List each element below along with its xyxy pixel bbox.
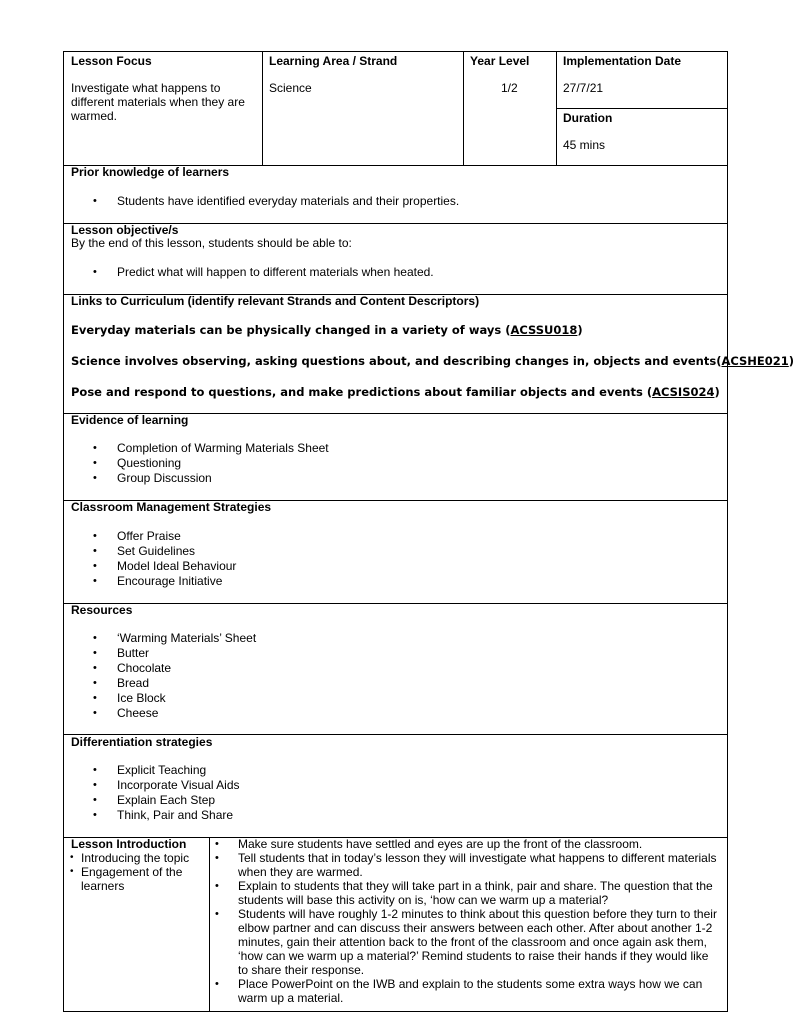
duration-label: Duration: [563, 111, 613, 125]
list-item: • Encourage Initiative: [71, 574, 236, 589]
list-item: • Questioning: [71, 456, 329, 471]
list-item: • Explain to students that they will take part in a think, pair and share. The question that the students will base this activity on is, ‘how can we warm up a material?: [209, 879, 719, 907]
duration-cell: [556, 108, 728, 166]
evidence-title: Evidence of learning: [71, 413, 189, 427]
curriculum-link-3: [71, 385, 720, 399]
list-item: • Group Discussion: [71, 471, 329, 486]
list-item: • Think, Pair and Share: [71, 808, 240, 823]
list-item: • Cheese: [71, 706, 256, 721]
list-item: • ‘Warming Materials’ Sheet: [71, 631, 256, 646]
objectives-list: [71, 265, 434, 280]
list-item: • Chocolate: [71, 661, 256, 676]
list-item: • Place PowerPoint on the IWB and explain to the students some extra ways how we can warm up a material.: [209, 977, 719, 1005]
list-item: • Incorporate Visual Aids: [71, 778, 240, 793]
list-item: • Set Guidelines: [71, 544, 236, 559]
introduction-steps-list: [209, 837, 719, 1005]
differentiation-section: [63, 734, 728, 838]
list-item: • Explain Each Step: [71, 793, 240, 808]
curriculum-link-text: Science involves observing, asking questions about, and describing changes in, objects and events(: [71, 354, 722, 368]
objectives-section: [63, 223, 728, 295]
list-item: • Bread: [71, 676, 256, 691]
introduction-title: Lesson Introduction: [71, 837, 187, 851]
implementation-date-value: 27/7/21: [563, 81, 604, 95]
differentiation-title: Differentiation strategies: [71, 735, 213, 749]
management-section: [63, 500, 728, 604]
lesson-focus-label: Lesson Focus: [71, 54, 152, 68]
curriculum-link-text: Pose and respond to questions, and make predictions about familiar objects and events (: [71, 385, 653, 399]
resources-section: [63, 603, 728, 735]
list-item: • Make sure students have settled and eyes are up the front of the classroom.: [209, 837, 719, 851]
evidence-list: [71, 441, 329, 486]
year-level-value: 1/2: [501, 81, 518, 95]
management-title: Classroom Management Strategies: [71, 500, 272, 514]
management-list: [71, 529, 236, 589]
list-item: • Completion of Warming Materials Sheet: [71, 441, 329, 456]
implementation-date-label: Implementation Date: [563, 54, 682, 68]
curriculum-title: Links to Curriculum (identify relevant Strands and Content Descriptors): [71, 294, 480, 308]
curriculum-link-text: Everyday materials can be physically changed in a variety of ways (: [71, 323, 511, 337]
curriculum-link-1: [71, 323, 583, 337]
learning-area-cell: [262, 51, 464, 166]
curriculum-code-link[interactable]: ACSSU018: [510, 323, 578, 337]
curriculum-code-link[interactable]: ACSHE021: [721, 354, 789, 368]
list-item: • Offer Praise: [71, 529, 236, 544]
list-item: • Model Ideal Behaviour: [71, 559, 236, 574]
resources-title: Resources: [71, 603, 133, 617]
objectives-title: Lesson objective/s: [71, 223, 179, 237]
list-item: • Predict what will happen to different materials when heated.: [71, 265, 434, 280]
list-item: • Introducing the topic: [69, 851, 204, 865]
introduction-sub-list: [69, 851, 204, 893]
introduction-steps-cell: [209, 837, 728, 1012]
curriculum-code-link[interactable]: ACSIS024: [652, 385, 715, 399]
curriculum-link-close: ): [788, 354, 794, 368]
list-item: • Butter: [71, 646, 256, 661]
lesson-focus-cell: [63, 51, 263, 166]
curriculum-section: [63, 294, 794, 414]
learning-area-label: Learning Area / Strand: [269, 54, 398, 68]
list-item: • Ice Block: [71, 691, 256, 706]
duration-value: 45 mins: [563, 138, 606, 152]
lesson-focus-value: Investigate what happens to different materials when they are warmed.: [71, 81, 245, 123]
year-level-label: Year Level: [470, 54, 530, 68]
list-item: • Explicit Teaching: [71, 763, 240, 778]
prior-knowledge-title: Prior knowledge of learners: [71, 165, 230, 179]
prior-knowledge-list: [71, 194, 459, 209]
curriculum-link-close: ): [714, 385, 720, 399]
prior-knowledge-section: [63, 165, 728, 224]
curriculum-link-close: ): [577, 323, 583, 337]
list-item: • Students have identified everyday materials and their properties.: [71, 194, 459, 209]
learning-area-value: Science: [269, 81, 312, 95]
implementation-date-cell: [556, 51, 728, 109]
evidence-section: [63, 413, 728, 501]
list-item: • Engagement of the learners: [69, 865, 204, 893]
list-item: • Tell students that in today’s lesson they will investigate what happens to different materials when they are warmed.: [209, 851, 719, 879]
differentiation-list: [71, 763, 240, 823]
objectives-intro: By the end of this lesson, students should be able to:: [71, 236, 352, 250]
introduction-label-cell: [63, 837, 210, 1012]
resources-list: [71, 631, 256, 721]
year-level-cell: [463, 51, 557, 166]
curriculum-link-2: [71, 354, 794, 368]
list-item: • Students will have roughly 1-2 minutes to think about this question before they turn to their elbow partner and can discuss their answers between each other. After about another 1-2 minutes, gain their attention back to the front of the classroom and once again ask them, ‘how can we warm up a material?’ Remind students to raise their hands if they would like to share their response.: [209, 907, 719, 977]
